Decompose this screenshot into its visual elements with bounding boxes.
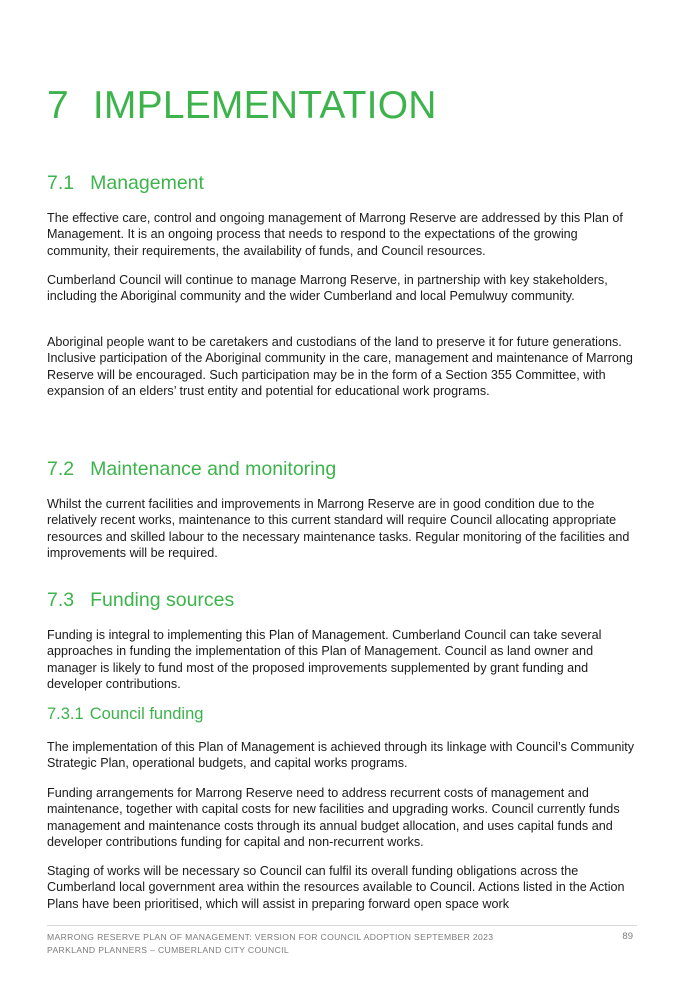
- page-footer: [47, 931, 493, 956]
- footer-divider: [47, 925, 637, 926]
- paragraph: Funding is integral to implementing this Plan of Management. Cumberland Council can take several approaches in funding the implementation of this Plan of Management. Council as land owner and manager is likely to fund most of the proposed improvements supplemented by grant funding and developer contributions.: [47, 628, 602, 691]
- chapter-title: [47, 84, 437, 128]
- footer-document-title: MARRONG RESERVE PLAN OF MANAGEMENT: VERSION FOR COUNCIL ADOPTION SEPTEMBER 2023: [47, 932, 494, 942]
- paragraph: The effective care, control and ongoing management of Marrong Reserve are addressed by this Plan of Management. It is an ongoing process that needs to respond to the expectations of the growing community, their requirements, the availability of funds, and Council resources.: [47, 211, 623, 258]
- chapter-title-text: IMPLEMENTATION: [92, 84, 437, 127]
- paragraph: Aboriginal people want to be caretakers and custodians of the land to preserve it for future generations. Inclusive participation of the Aboriginal community in the care, management and maintenance of Marrong Reserve will be encouraged. Such participation may be in the form of a Section 355 Committee, with expansion of an elders’ trust entity and potential for educational work programs.: [47, 335, 633, 398]
- footer-author: PARKLAND PLANNERS – CUMBERLAND CITY COUNCIL: [47, 944, 290, 955]
- page-number: 89: [622, 931, 633, 942]
- section-title: Management: [90, 172, 204, 194]
- subsection-title: Council funding: [89, 705, 204, 723]
- section-number: 7.3: [47, 589, 75, 611]
- paragraph: The implementation of this Plan of Management is achieved through its linkage with Council’s Community Strategic Plan, operational budgets, and capital works programs.: [47, 740, 635, 771]
- section-title: Funding sources: [90, 589, 235, 611]
- section-title: Maintenance and monitoring: [90, 458, 337, 480]
- subsection-number: 7.3.1: [47, 705, 84, 723]
- section-number: 7.2: [47, 458, 75, 480]
- paragraph: Cumberland Council will continue to manage Marrong Reserve, in partnership with key stakeholders, including the Aboriginal community and the wider Cumberland and local Pemulwuy community.: [47, 273, 608, 304]
- section-heading-maintenance: [47, 458, 336, 481]
- paragraph: Staging of works will be necessary so Council can fulfil its overall funding obligations across the Cumberland local government area within the resources available to Council. Actions listed in the Action Plans have been prioritised, which will assist in preparing forward open space work: [47, 864, 625, 911]
- section-heading-management: [47, 172, 204, 195]
- chapter-number: 7: [47, 84, 69, 127]
- section-number: 7.1: [47, 172, 75, 194]
- paragraph: Funding arrangements for Marrong Reserve need to address recurrent costs of management and maintenance, together with capital costs for new facilities and upgrading works. Council currently funds management and maintenance costs through its annual budget allocation, and uses capital funds and developer contributions funding for capital and non-recurrent works.: [47, 786, 620, 849]
- subsection-heading-council-funding: [47, 705, 203, 724]
- paragraph: Whilst the current facilities and improvements in Marrong Reserve are in good condition due to the relatively recent works, maintenance to this current standard will require Council allocating appropriate resources and skilled labour to the necessary maintenance tasks. Regular monitoring of the facilities and improvements will be required.: [47, 497, 630, 560]
- section-heading-funding: [47, 589, 234, 612]
